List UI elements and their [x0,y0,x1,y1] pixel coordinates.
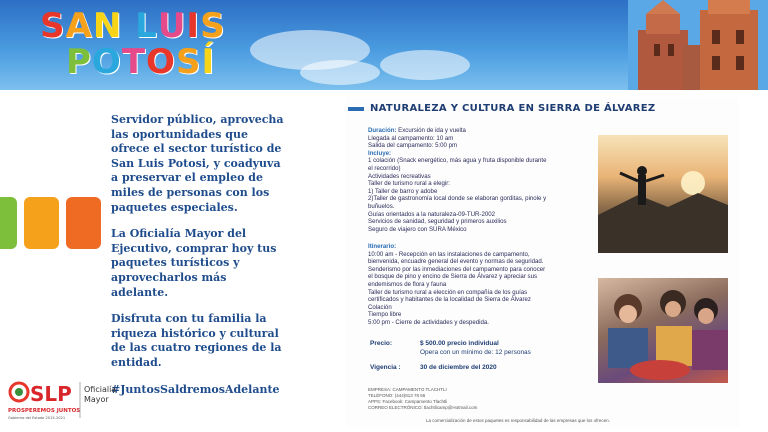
empresa-text: EMPRESA: CAMPAMENTO TLACHTLI [368,387,447,392]
itinerario-label: Itinerario: [368,243,397,250]
vigencia-value: 30 de diciembre del 2020 [420,364,497,371]
precio-label: Precio: [370,340,393,347]
llegada-text: Llegada al campamento: 10 am [368,134,454,142]
logo-letter: O [146,42,176,82]
slogan-text: PROSPEREMOS JUNTOS [8,408,81,414]
workshop-photo [598,278,728,383]
incluye-item: 2)Taller de gastronomía local donde se elaboran gorditas, pinole y [368,195,547,203]
apps-text: APPS: Facebook: Campamento Tlachtli [368,399,448,404]
incluye-item: buñuelos. [368,202,395,210]
logo-letter: S [40,6,66,46]
precio-minimo: Opera con un mínimo de: 12 personas [420,349,531,356]
incluye-item: Actividades recreativas [368,172,431,180]
header-banner [0,0,768,90]
gov-text: Gobierno del Estado 2015-2021 [8,416,66,420]
poster-title: NATURALEZA Y CULTURA EN SIERRA DE ÁLVAREZ [370,103,656,114]
telefono-text: TELÉFONO: (444)813 78 66 [368,393,426,398]
color-block-green [0,197,17,249]
incluye-label: Incluye: [368,149,392,157]
incluye-item: 1) Taller de barro y adobe [368,187,438,195]
message-paragraph-3: Disfruta con tu familia la riqueza histórico y cultural de las cuatro regiones de la entidad. [111,312,282,369]
itinerario-item: Taller de turismo rural a elección en compañía de los guías [368,288,528,296]
office-text-2: Mayor [84,395,109,404]
logo-letter: P [66,42,92,82]
cloud-shape [300,60,380,85]
slp-government-logo [6,380,126,426]
message-paragraph-2: La Oficialía Mayor del Ejecutivo, comprar hoy tus paquetes turísticos y aprovecharlos más adelante. [111,227,277,299]
itinerario-item: Senderismo por las inmediaciones del campamento para conocer [368,265,546,273]
title-accent-bar [348,107,364,111]
incluye-item: Seguro de viajero con SURA México [368,225,467,233]
duracion-label: Duración: [368,127,397,134]
color-block-orange [24,197,59,249]
vigencia-label: Vigencia : [370,364,401,371]
color-block-red-orange [66,197,101,249]
logo-letter: N [92,6,123,46]
hashtag: #JuntosSaldremosAdelante [111,382,280,396]
itinerario-item: endemismos de flora y fauna [368,280,447,288]
logo-line-1 [40,8,230,44]
incluye-item: Taller de turismo rural a elegir: [368,180,450,188]
disclaimer-text: La comercialización de estos paquetes es responsabilidad de las empresas que los ofrecen. [426,418,610,423]
san-luis-potosi-logo [40,8,230,80]
salida-text: Salida del campamento: 5:00 pm [368,142,458,150]
itinerario-item: certificados y habitantes de la localidad de Sierra de Álvarez [368,296,531,304]
itinerario-list [368,251,598,327]
correo-text: CORREO ELECTRÓNICO: tlachtlicamp@Hotmail.com [368,405,478,410]
message-paragraph-1: Servidor público, aprovecha las oportunidades que ofrece el sector turístico de San Luis Potosi, y coadyuva a preservar el empleo de miles de personas con los paquetes especiales. [111,113,284,214]
logo-line-2 [40,44,230,80]
duracion-block [368,127,598,233]
itinerario-item: el bosque de pino y encino de Sierra de Álvarez y apreciar sus [368,273,538,281]
office-text-1: Oficialía [84,385,117,394]
itinerario-item: 5:00 pm - Cierre de actividades y despedida. [368,318,489,326]
precio-value: $ 500.00 precio individual [420,340,499,347]
logo-letter: S [175,42,202,82]
logo-letter: T [121,42,147,82]
incluye-item: Servicios de sanidad, seguridad y primeros auxilios [368,218,507,226]
logo-letter [122,8,135,44]
incluye-item: 1 colación (Snack energético, más agua y fruta disponible durante [368,157,547,165]
incluye-item: Guías orientados a la naturaleza-09-TUR-2002 [368,210,496,218]
tour-package-poster [346,97,739,427]
logo-letter: A [65,6,93,46]
itinerario-block [368,243,598,327]
cloud-shape [380,50,470,80]
sunset-photo [598,135,728,253]
logo-letter: U [157,6,187,46]
logo-letter: O [91,42,122,82]
logo-letter: I [186,6,201,46]
logo-letter: S [200,6,226,46]
cathedral-image [468,0,768,90]
itinerario-item: 10:00 am - Recepción en las instalaciones de campamento, [368,250,530,258]
duracion-value: Excursión de ida y vuelta [398,127,466,134]
left-message [111,113,287,409]
logo-letter: L [135,6,158,46]
incluye-list [368,157,598,233]
incluye-item: el recorrido) [368,164,401,172]
slp-text: SLP [30,382,72,406]
itinerario-item: Colación [368,303,392,311]
logo-letter: Í [201,42,216,82]
itinerario-item: bienvenida, encuadre general del evento y normas de seguridad. [368,258,544,266]
itinerario-item: Tiempo libre [368,311,402,319]
